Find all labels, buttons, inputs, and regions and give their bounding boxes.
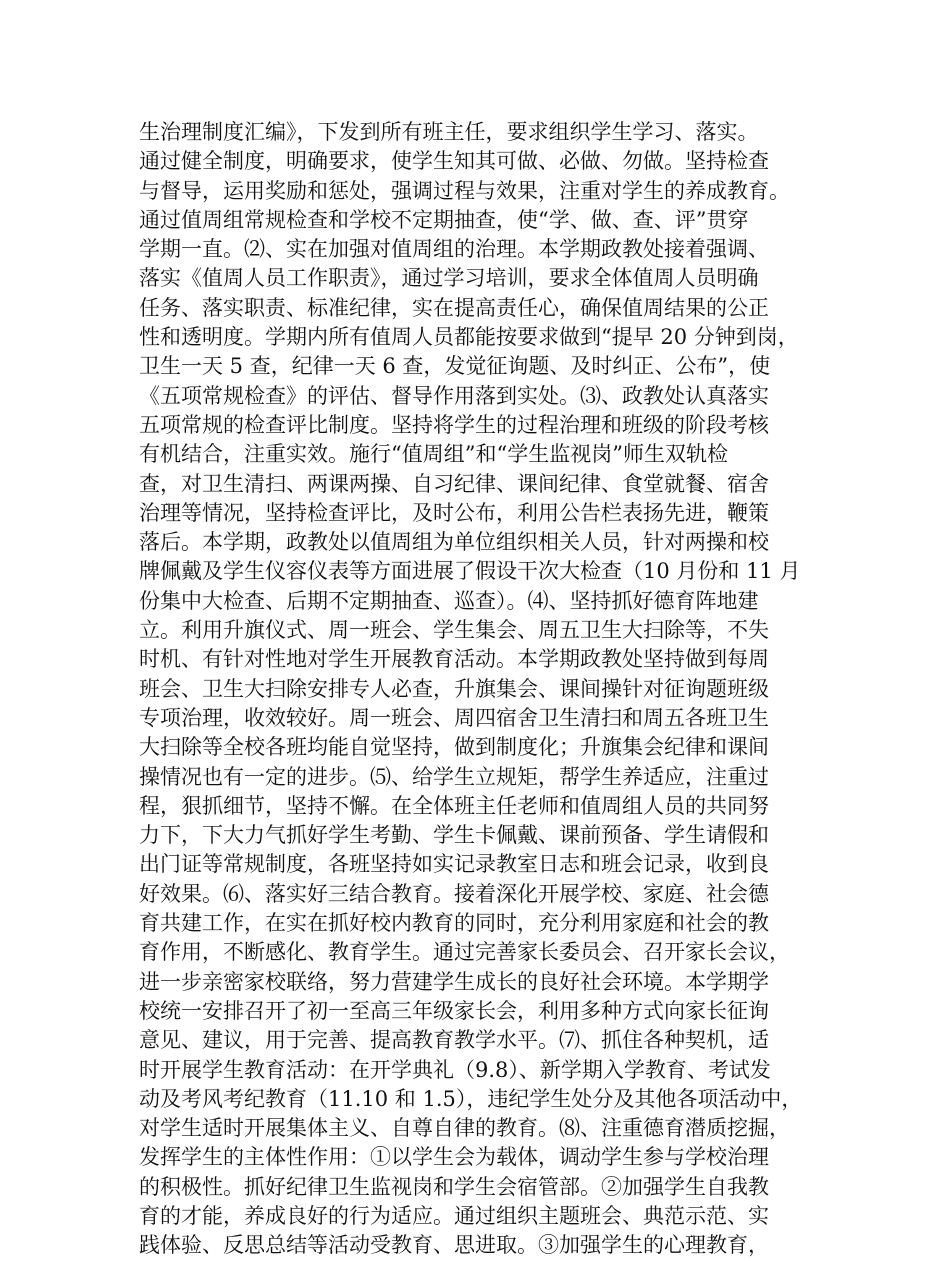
text-line: 份集中大检查、后期不定期抽查、巡查）。⑷、坚持抓好德育阵地建 — [139, 588, 759, 613]
text-line: 五项常规的检查评比制度。坚持将学生的过程治理和班级的阶段考核 — [139, 412, 769, 437]
body-text — [139, 118, 839, 1261]
text-line: 任务、落实职责、标准纪律，实在提高责任心，确保值周结果的公正 — [139, 295, 769, 320]
text-line: 践体验、反思总结等活动受教育、思进取。③加强学生的心理教育， — [139, 1233, 769, 1258]
text-line: 牌佩戴及学生仪容仪表等方面进展了假设干次大检查（10 月份和 11 月 — [139, 559, 801, 584]
text-line: 时开展学生教育活动：在开学典礼（9.8）、新学期入学教育、考试发 — [139, 1057, 771, 1082]
text-line: 校统一安排召开了初一至高三年级家长会，利用多种方式向家长征询 — [139, 998, 769, 1023]
text-line: 通过健全制度，明确要求，使学生知其可做、必做、勿做。坚持检查 — [139, 149, 769, 174]
text-line: 查，对卫生清扫、两课两操、自习纪律、课间纪律、食堂就餐、宿舍 — [139, 471, 769, 496]
text-line: 动及考风考纪教育（11.10 和 1.5），违纪学生处分及其他各项活动中， — [139, 1086, 803, 1111]
text-line: 学期一直。⑵、实在加强对值周组的治理。本学期政教处接着强调、 — [139, 237, 769, 262]
text-line: 《五项常规检查》的评估、督导作用落到实处。⑶、政教处认真落实 — [139, 383, 769, 408]
text-line: 育共建工作，在实在抓好校内教育的同时，充分利用家庭和社会的教 — [139, 911, 769, 936]
text-line: 生治理制度汇编》，下发到所有班主任，要求组织学生学习、落实。 — [139, 120, 759, 144]
text-line: 对学生适时开展集体主义、自尊自律的教育。⑻、注重德育潜质挖掘， — [139, 1116, 790, 1141]
text-line: 发挥学生的主体性作用：①以学生会为载体，调动学生参与学校治理 — [139, 1145, 769, 1170]
text-line: 大扫除等全校各班均能自觉坚持，做到制度化；升旗集会纪律和课间 — [139, 735, 769, 760]
text-line: 好效果。⑹、落实好三结合教育。接着深化开展学校、家庭、社会德 — [139, 881, 769, 906]
text-line: 有机结合，注重实效。施行“值周组”和“学生监视岗”师生双轨检 — [139, 442, 728, 467]
text-line: 操情况也有一定的进步。⑸、给学生立规矩，帮学生养适应，注重过 — [139, 764, 769, 789]
text-line: 性和透明度。学期内所有值周人员都能按要求做到“提早 20 分钟到岗， — [139, 325, 799, 350]
text-line: 育作用，不断感化、教育学生。通过完善家长委员会、召开家长会议， — [139, 940, 790, 965]
text-line: 治理等情况，坚持检查评比，及时公布，利用公告栏表扬先进，鞭策 — [139, 500, 769, 525]
text-line: 专项治理，收效较好。周一班会、周四宿舍卫生清扫和周五各班卫生 — [139, 705, 769, 730]
text-line: 落后。本学期，政教处以值周组为单位组织相关人员，针对两操和校 — [139, 530, 769, 555]
text-line: 出门证等常规制度，各班坚持如实记录教室日志和班会记录，收到良 — [139, 852, 769, 877]
text-line: 时机、有针对性地对学生开展教育活动。本学期政教处坚持做到每周 — [139, 647, 769, 672]
text-line: 程，狠抓细节，坚持不懈。在全体班主任老师和值周组人员的共同努 — [139, 793, 769, 818]
text-line: 力下，下大力气抓好学生考勤、学生卡佩戴、课前预备、学生请假和 — [139, 823, 769, 848]
text-line: 与督导，运用奖励和惩处，强调过程与效果，注重对学生的养成教育。 — [139, 178, 790, 203]
text-line: 进一步亲密家校联络，努力营建学生成长的良好社会环境。本学期学 — [139, 969, 769, 994]
text-line: 育的才能，养成良好的行为适应。通过组织主题班会、典范示范、实 — [139, 1203, 769, 1228]
text-line: 班会、卫生大扫除安排专人必查，升旗集会、课间操针对征询题班级 — [139, 676, 769, 701]
text-line: 意见、建议，用于完善、提高教育教学水平。⑺、抓住各种契机，适 — [139, 1028, 769, 1053]
text-line: 的积极性。抓好纪律卫生监视岗和学生会宿管部。②加强学生自我教 — [139, 1174, 769, 1199]
text-line: 通过值周组常规检查和学校不定期抽查，使“学、做、查、评”贯穿 — [139, 207, 749, 232]
text-line: 卫生一天 5 查，纪律一天 6 查，发觉征询题、及时纠正、公布”，使 — [139, 354, 771, 379]
text-line: 落实《值周人员工作职责》，通过学习培训，要求全体值周人员明确 — [139, 266, 759, 291]
text-line: 立。利用升旗仪式、周一班会、学生集会、周五卫生大扫除等，不失 — [139, 618, 769, 643]
